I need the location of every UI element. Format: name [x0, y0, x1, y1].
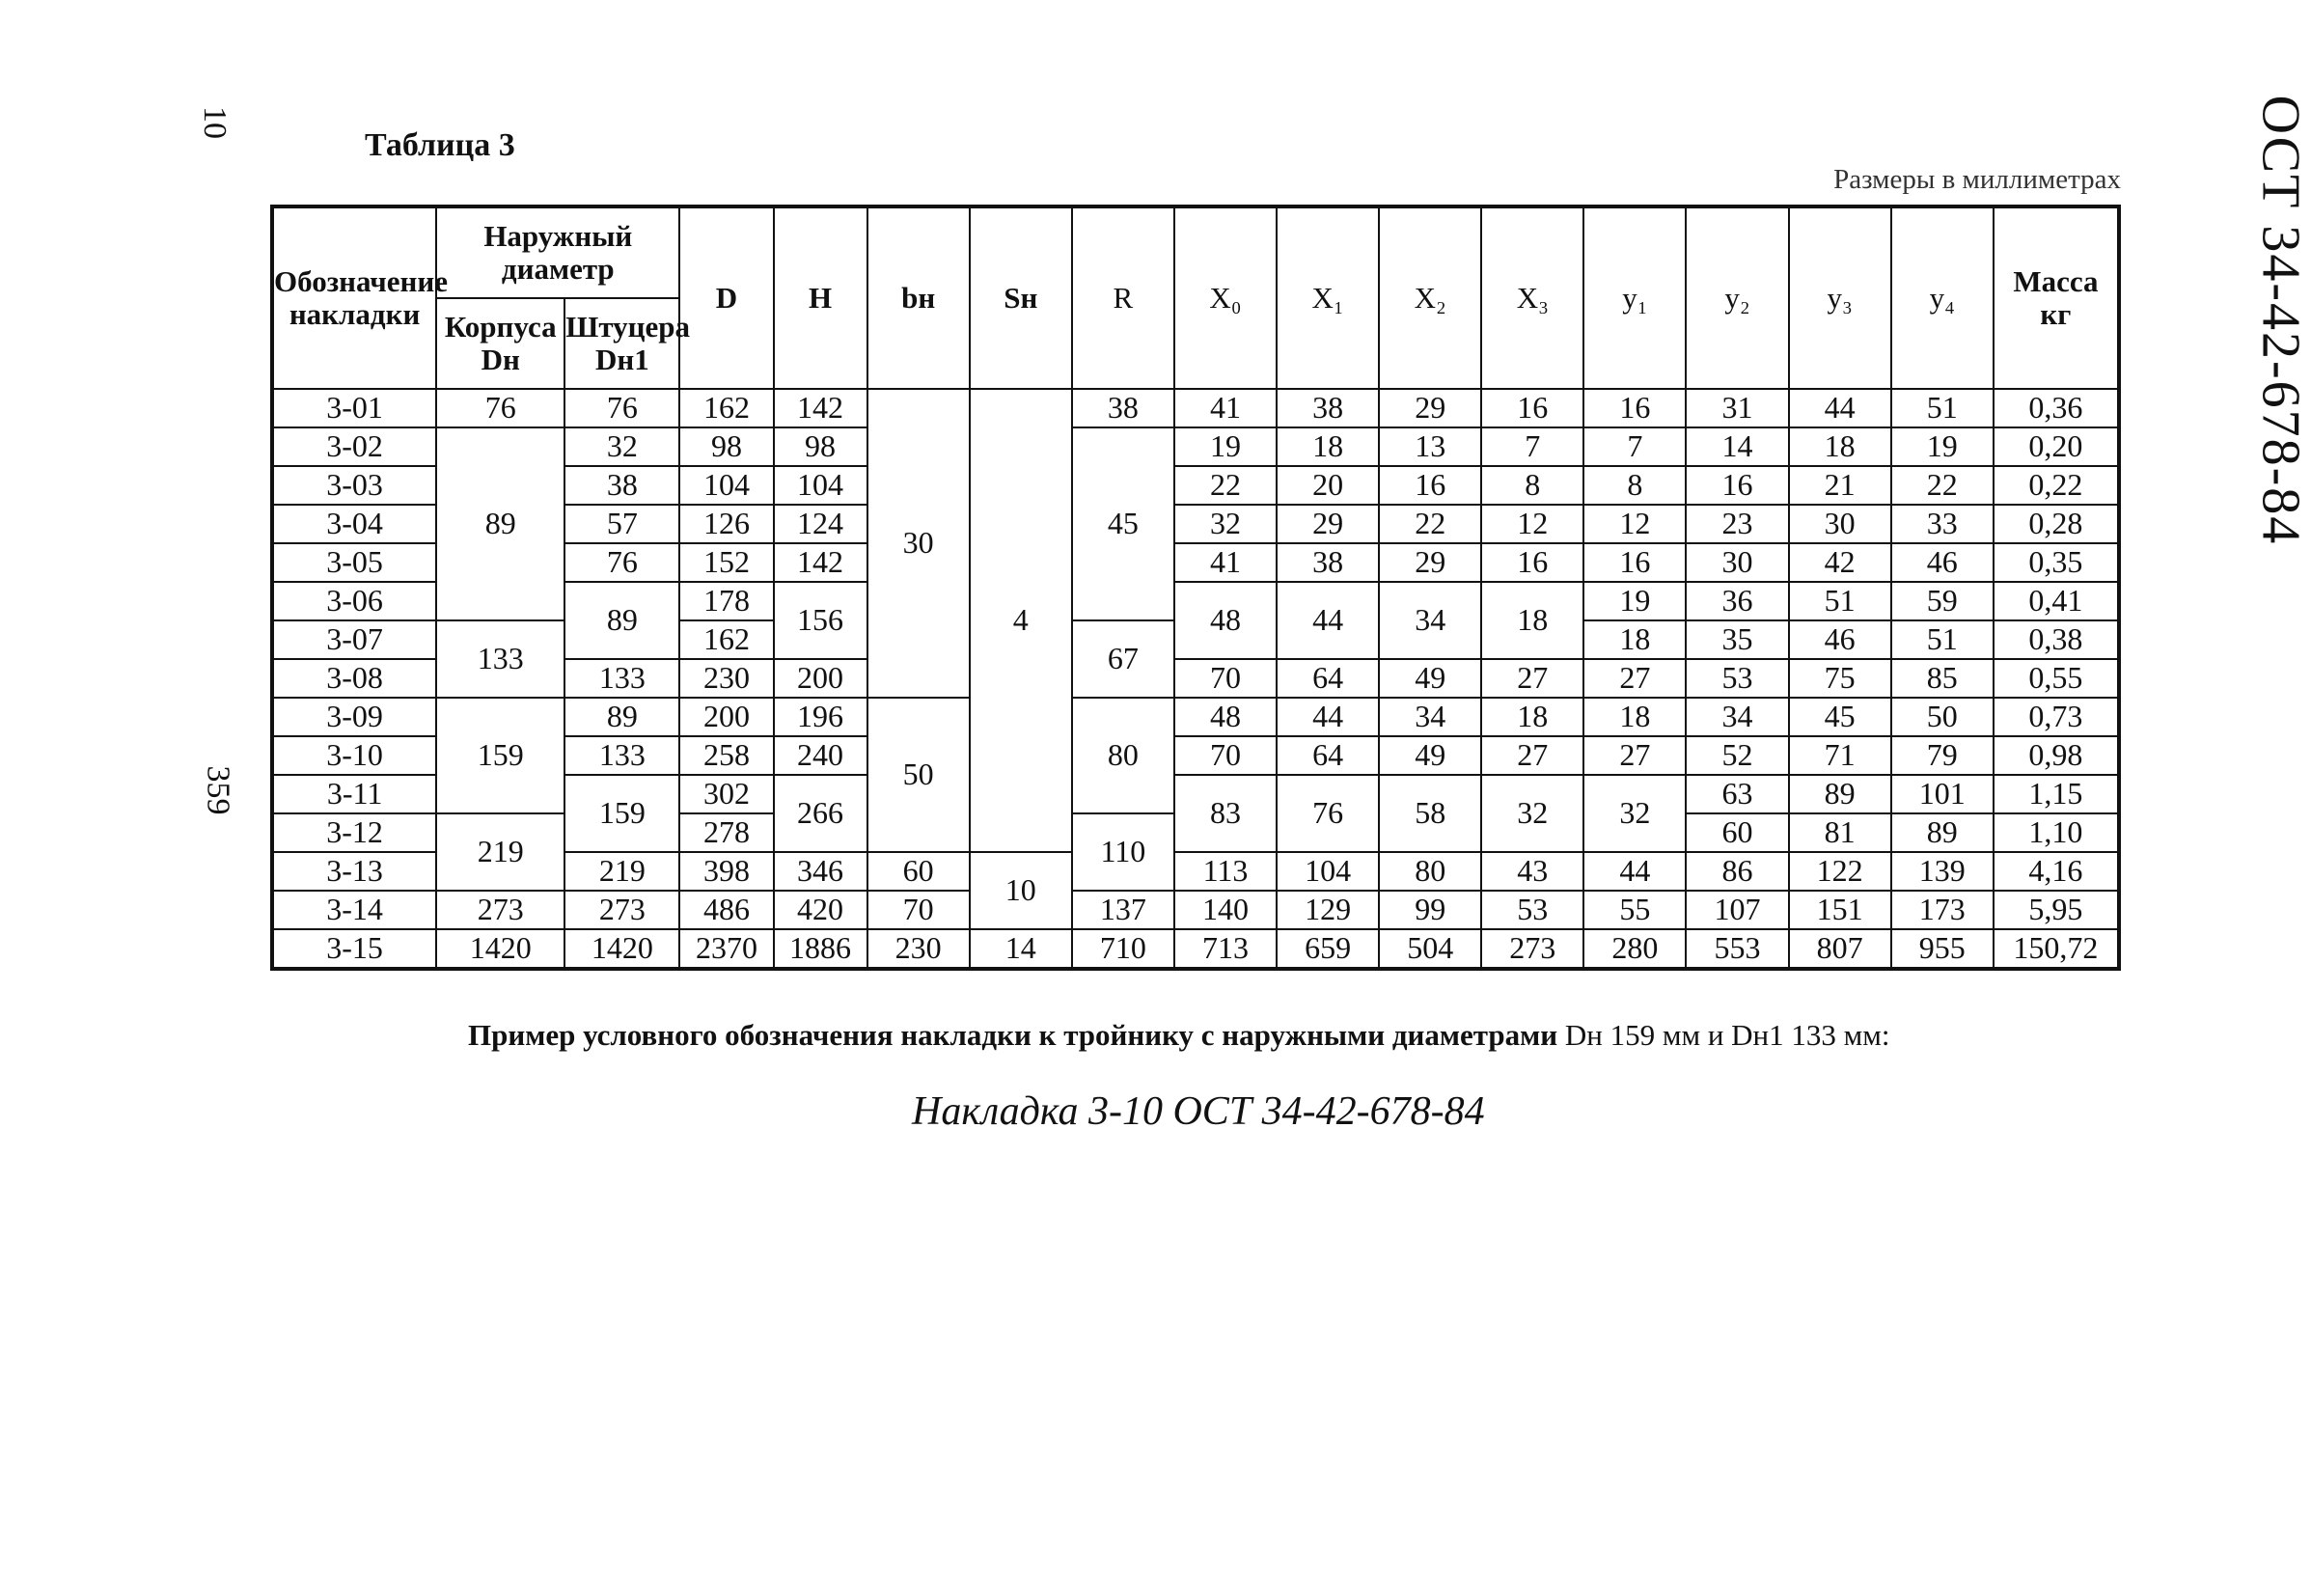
header-x2: X₂	[1379, 206, 1481, 389]
table-row	[272, 427, 2119, 466]
header-x3: X₃	[1481, 206, 1583, 389]
cell-R: 67	[1072, 620, 1174, 698]
cell-y4: 955	[1891, 929, 1994, 969]
cell-H: 266	[774, 775, 867, 852]
cell-y2: 63	[1686, 775, 1788, 813]
header-branch-dn1: Штуцера Dн1	[564, 298, 679, 389]
cell-D: 258	[679, 736, 773, 775]
header-y2: y₂	[1686, 206, 1788, 389]
cell-dn: 273	[436, 891, 564, 929]
cell-y4: 50	[1891, 698, 1994, 736]
cell-y2: 35	[1686, 620, 1788, 659]
cell-id: 3-12	[272, 813, 436, 852]
cell-y2: 30	[1686, 543, 1788, 582]
cell-y4: 51	[1891, 389, 1994, 427]
header-H: H	[774, 206, 867, 389]
cell-mass: 0,35	[1994, 543, 2119, 582]
cell-mass: 4,16	[1994, 852, 2119, 891]
cell-x3: 8	[1481, 466, 1583, 505]
example-values: Dн 159 мм и Dн1 133 мм:	[1564, 1018, 1890, 1052]
cell-y4: 33	[1891, 505, 1994, 543]
document-code: ОСТ 34-42-678-84	[2250, 95, 2311, 546]
cell-sn: 4	[970, 389, 1072, 852]
cell-R: 137	[1072, 891, 1174, 929]
cell-y3: 42	[1789, 543, 1891, 582]
cell-D: 98	[679, 427, 773, 466]
cell-y1: 18	[1583, 698, 1686, 736]
cell-mass: 1,15	[1994, 775, 2119, 813]
cell-y2: 86	[1686, 852, 1788, 891]
cell-y4: 46	[1891, 543, 1994, 582]
cell-bn: 60	[867, 852, 970, 891]
cell-y1: 44	[1583, 852, 1686, 891]
cell-y2: 52	[1686, 736, 1788, 775]
table-row	[272, 891, 2119, 929]
cell-y4: 85	[1891, 659, 1994, 698]
cell-y4: 51	[1891, 620, 1994, 659]
cell-dn1: 159	[564, 775, 679, 852]
cell-R: 80	[1072, 698, 1174, 813]
cell-dn1: 133	[564, 659, 679, 698]
cell-x1: 129	[1277, 891, 1379, 929]
cell-y2: 553	[1686, 929, 1788, 969]
cell-id: 3-10	[272, 736, 436, 775]
header-outer-diameter: Наружный диаметр	[436, 206, 679, 298]
cell-mass: 150,72	[1994, 929, 2119, 969]
cell-dn: 219	[436, 813, 564, 891]
cell-y1: 16	[1583, 543, 1686, 582]
cell-dn1: 89	[564, 698, 679, 736]
cell-x2: 58	[1379, 775, 1481, 852]
cell-dn1: 89	[564, 582, 679, 659]
cell-y2: 16	[1686, 466, 1788, 505]
cell-y2: 23	[1686, 505, 1788, 543]
cell-H: 104	[774, 466, 867, 505]
cell-dn: 89	[436, 427, 564, 620]
cell-dn: 76	[436, 389, 564, 427]
cell-x0: 140	[1174, 891, 1277, 929]
page-number-top: 10	[197, 106, 233, 139]
cell-x3: 16	[1481, 543, 1583, 582]
cell-x3: 7	[1481, 427, 1583, 466]
cell-x0: 48	[1174, 698, 1277, 736]
cell-mass: 0,20	[1994, 427, 2119, 466]
cell-sn: 14	[970, 929, 1072, 969]
cell-y3: 75	[1789, 659, 1891, 698]
cell-id: 3-15	[272, 929, 436, 969]
table-row	[272, 698, 2119, 736]
cell-x2: 13	[1379, 427, 1481, 466]
cell-dn1: 32	[564, 427, 679, 466]
cell-id: 3-04	[272, 505, 436, 543]
cell-mass: 0,98	[1994, 736, 2119, 775]
header-x0: X₀	[1174, 206, 1277, 389]
cell-id: 3-07	[272, 620, 436, 659]
cell-H: 142	[774, 389, 867, 427]
cell-id: 3-14	[272, 891, 436, 929]
cell-y1: 16	[1583, 389, 1686, 427]
cell-H: 196	[774, 698, 867, 736]
cell-R: 45	[1072, 427, 1174, 620]
cell-H: 124	[774, 505, 867, 543]
cell-D: 398	[679, 852, 773, 891]
cell-R: 110	[1072, 813, 1174, 891]
cell-y1: 12	[1583, 505, 1686, 543]
cell-y3: 30	[1789, 505, 1891, 543]
cell-id: 3-08	[272, 659, 436, 698]
cell-y1: 55	[1583, 891, 1686, 929]
cell-id: 3-03	[272, 466, 436, 505]
cell-mass: 0,36	[1994, 389, 2119, 427]
cell-R: 710	[1072, 929, 1174, 969]
cell-H: 200	[774, 659, 867, 698]
cell-D: 230	[679, 659, 773, 698]
cell-y1: 8	[1583, 466, 1686, 505]
cell-x3: 18	[1481, 698, 1583, 736]
cell-y3: 21	[1789, 466, 1891, 505]
cell-x1: 64	[1277, 736, 1379, 775]
cell-H: 156	[774, 582, 867, 659]
cell-y1: 7	[1583, 427, 1686, 466]
cell-dn1: 273	[564, 891, 679, 929]
cell-D: 104	[679, 466, 773, 505]
cell-x1: 38	[1277, 543, 1379, 582]
cell-mass: 0,28	[1994, 505, 2119, 543]
header-sn: Sн	[970, 206, 1072, 389]
header-y4: y₄	[1891, 206, 1994, 389]
cell-bn: 230	[867, 929, 970, 969]
header-y1: y₁	[1583, 206, 1686, 389]
cell-dn1: 76	[564, 389, 679, 427]
cell-x1: 76	[1277, 775, 1379, 852]
cell-y4: 89	[1891, 813, 1994, 852]
cell-D: 126	[679, 505, 773, 543]
cell-mass: 0,41	[1994, 582, 2119, 620]
cell-y4: 59	[1891, 582, 1994, 620]
cell-y2: 36	[1686, 582, 1788, 620]
cell-y3: 71	[1789, 736, 1891, 775]
cell-dn: 133	[436, 620, 564, 698]
cell-y1: 32	[1583, 775, 1686, 852]
cell-dn1: 133	[564, 736, 679, 775]
cell-y3: 46	[1789, 620, 1891, 659]
cell-x1: 29	[1277, 505, 1379, 543]
cell-x0: 41	[1174, 389, 1277, 427]
cell-y2: 34	[1686, 698, 1788, 736]
cell-D: 302	[679, 775, 773, 813]
cell-y2: 60	[1686, 813, 1788, 852]
page-number-side: 359	[200, 765, 236, 815]
cell-x2: 49	[1379, 736, 1481, 775]
cell-dn1: 38	[564, 466, 679, 505]
cell-H: 98	[774, 427, 867, 466]
cell-y2: 31	[1686, 389, 1788, 427]
cell-x3: 12	[1481, 505, 1583, 543]
cell-R: 38	[1072, 389, 1174, 427]
cell-dn: 159	[436, 698, 564, 813]
example-note	[468, 1018, 1890, 1053]
cell-D: 178	[679, 582, 773, 620]
cell-x1: 18	[1277, 427, 1379, 466]
header-y3: y₃	[1789, 206, 1891, 389]
cell-x2: 99	[1379, 891, 1481, 929]
example-text: Пример условного обозначения накладки к тройнику с наружными диаметрами	[468, 1018, 1558, 1052]
cell-dn: 1420	[436, 929, 564, 969]
cell-x2: 22	[1379, 505, 1481, 543]
cell-dn1: 219	[564, 852, 679, 891]
cell-id: 3-01	[272, 389, 436, 427]
cell-x2: 34	[1379, 582, 1481, 659]
cell-dn1: 76	[564, 543, 679, 582]
cell-id: 3-06	[272, 582, 436, 620]
cell-x0: 48	[1174, 582, 1277, 659]
cell-y4: 22	[1891, 466, 1994, 505]
cell-D: 162	[679, 389, 773, 427]
cell-x2: 80	[1379, 852, 1481, 891]
cell-y1: 27	[1583, 659, 1686, 698]
cell-x0: 70	[1174, 659, 1277, 698]
cell-y3: 807	[1789, 929, 1891, 969]
cell-x0: 83	[1174, 775, 1277, 852]
header-D: D	[679, 206, 773, 389]
cell-x1: 44	[1277, 582, 1379, 659]
cell-x2: 29	[1379, 543, 1481, 582]
cell-x3: 27	[1481, 659, 1583, 698]
header-x1: X₁	[1277, 206, 1379, 389]
cell-x3: 43	[1481, 852, 1583, 891]
cell-x3: 273	[1481, 929, 1583, 969]
cell-x3: 32	[1481, 775, 1583, 852]
cell-D: 278	[679, 813, 773, 852]
cell-x3: 27	[1481, 736, 1583, 775]
cell-bn: 50	[867, 698, 970, 852]
designation-example: Накладка 3-10 ОСТ 34-42-678-84	[912, 1089, 1485, 1134]
cell-y3: 151	[1789, 891, 1891, 929]
cell-H: 240	[774, 736, 867, 775]
cell-D: 2370	[679, 929, 773, 969]
cell-x1: 64	[1277, 659, 1379, 698]
cell-mass: 5,95	[1994, 891, 2119, 929]
cell-x0: 713	[1174, 929, 1277, 969]
cell-x3: 16	[1481, 389, 1583, 427]
cell-y3: 18	[1789, 427, 1891, 466]
cell-y2: 53	[1686, 659, 1788, 698]
header-bn: bн	[867, 206, 970, 389]
cell-x2: 29	[1379, 389, 1481, 427]
cell-dn1: 57	[564, 505, 679, 543]
cell-y1: 19	[1583, 582, 1686, 620]
cell-x0: 22	[1174, 466, 1277, 505]
cell-y3: 45	[1789, 698, 1891, 736]
cell-y1: 27	[1583, 736, 1686, 775]
cell-y4: 101	[1891, 775, 1994, 813]
cell-id: 3-13	[272, 852, 436, 891]
cell-y4: 173	[1891, 891, 1994, 929]
table-title: Таблица 3	[365, 127, 515, 163]
cell-y2: 107	[1686, 891, 1788, 929]
cell-bn: 70	[867, 891, 970, 929]
table-row	[272, 389, 2119, 427]
dimensions-table	[270, 205, 2121, 971]
cell-x1: 659	[1277, 929, 1379, 969]
cell-y4: 79	[1891, 736, 1994, 775]
cell-x2: 34	[1379, 698, 1481, 736]
cell-mass: 0,38	[1994, 620, 2119, 659]
cell-x0: 70	[1174, 736, 1277, 775]
cell-x1: 44	[1277, 698, 1379, 736]
cell-x2: 16	[1379, 466, 1481, 505]
cell-y3: 122	[1789, 852, 1891, 891]
cell-y4: 19	[1891, 427, 1994, 466]
cell-x0: 19	[1174, 427, 1277, 466]
cell-x0: 41	[1174, 543, 1277, 582]
cell-x3: 18	[1481, 582, 1583, 659]
cell-x2: 504	[1379, 929, 1481, 969]
cell-y1: 18	[1583, 620, 1686, 659]
cell-y3: 51	[1789, 582, 1891, 620]
cell-y3: 44	[1789, 389, 1891, 427]
cell-D: 200	[679, 698, 773, 736]
cell-x2: 49	[1379, 659, 1481, 698]
cell-id: 3-02	[272, 427, 436, 466]
cell-mass: 0,22	[1994, 466, 2119, 505]
cell-bn: 30	[867, 389, 970, 698]
cell-D: 162	[679, 620, 773, 659]
cell-y3: 89	[1789, 775, 1891, 813]
cell-id: 3-09	[272, 698, 436, 736]
cell-D: 486	[679, 891, 773, 929]
cell-sn: 10	[970, 852, 1072, 929]
cell-mass: 1,10	[1994, 813, 2119, 852]
header-designation: Обозначение накладки	[272, 206, 436, 389]
cell-H: 142	[774, 543, 867, 582]
header-body-dn: Корпуса Dн	[436, 298, 564, 389]
cell-H: 346	[774, 852, 867, 891]
cell-y3: 81	[1789, 813, 1891, 852]
cell-id: 3-11	[272, 775, 436, 813]
cell-y4: 139	[1891, 852, 1994, 891]
cell-x3: 53	[1481, 891, 1583, 929]
cell-H: 420	[774, 891, 867, 929]
table-row	[272, 929, 2119, 969]
cell-dn1: 1420	[564, 929, 679, 969]
cell-x0: 113	[1174, 852, 1277, 891]
cell-x1: 38	[1277, 389, 1379, 427]
header-mass: Масса кг	[1994, 206, 2119, 389]
cell-x1: 104	[1277, 852, 1379, 891]
cell-H: 1886	[774, 929, 867, 969]
cell-x0: 32	[1174, 505, 1277, 543]
cell-x1: 20	[1277, 466, 1379, 505]
cell-id: 3-05	[272, 543, 436, 582]
cell-mass: 0,73	[1994, 698, 2119, 736]
cell-y2: 14	[1686, 427, 1788, 466]
cell-D: 152	[679, 543, 773, 582]
header-R: R	[1072, 206, 1174, 389]
cell-y1: 280	[1583, 929, 1686, 969]
units-note: Размеры в миллиметрах	[1833, 164, 2121, 195]
cell-mass: 0,55	[1994, 659, 2119, 698]
